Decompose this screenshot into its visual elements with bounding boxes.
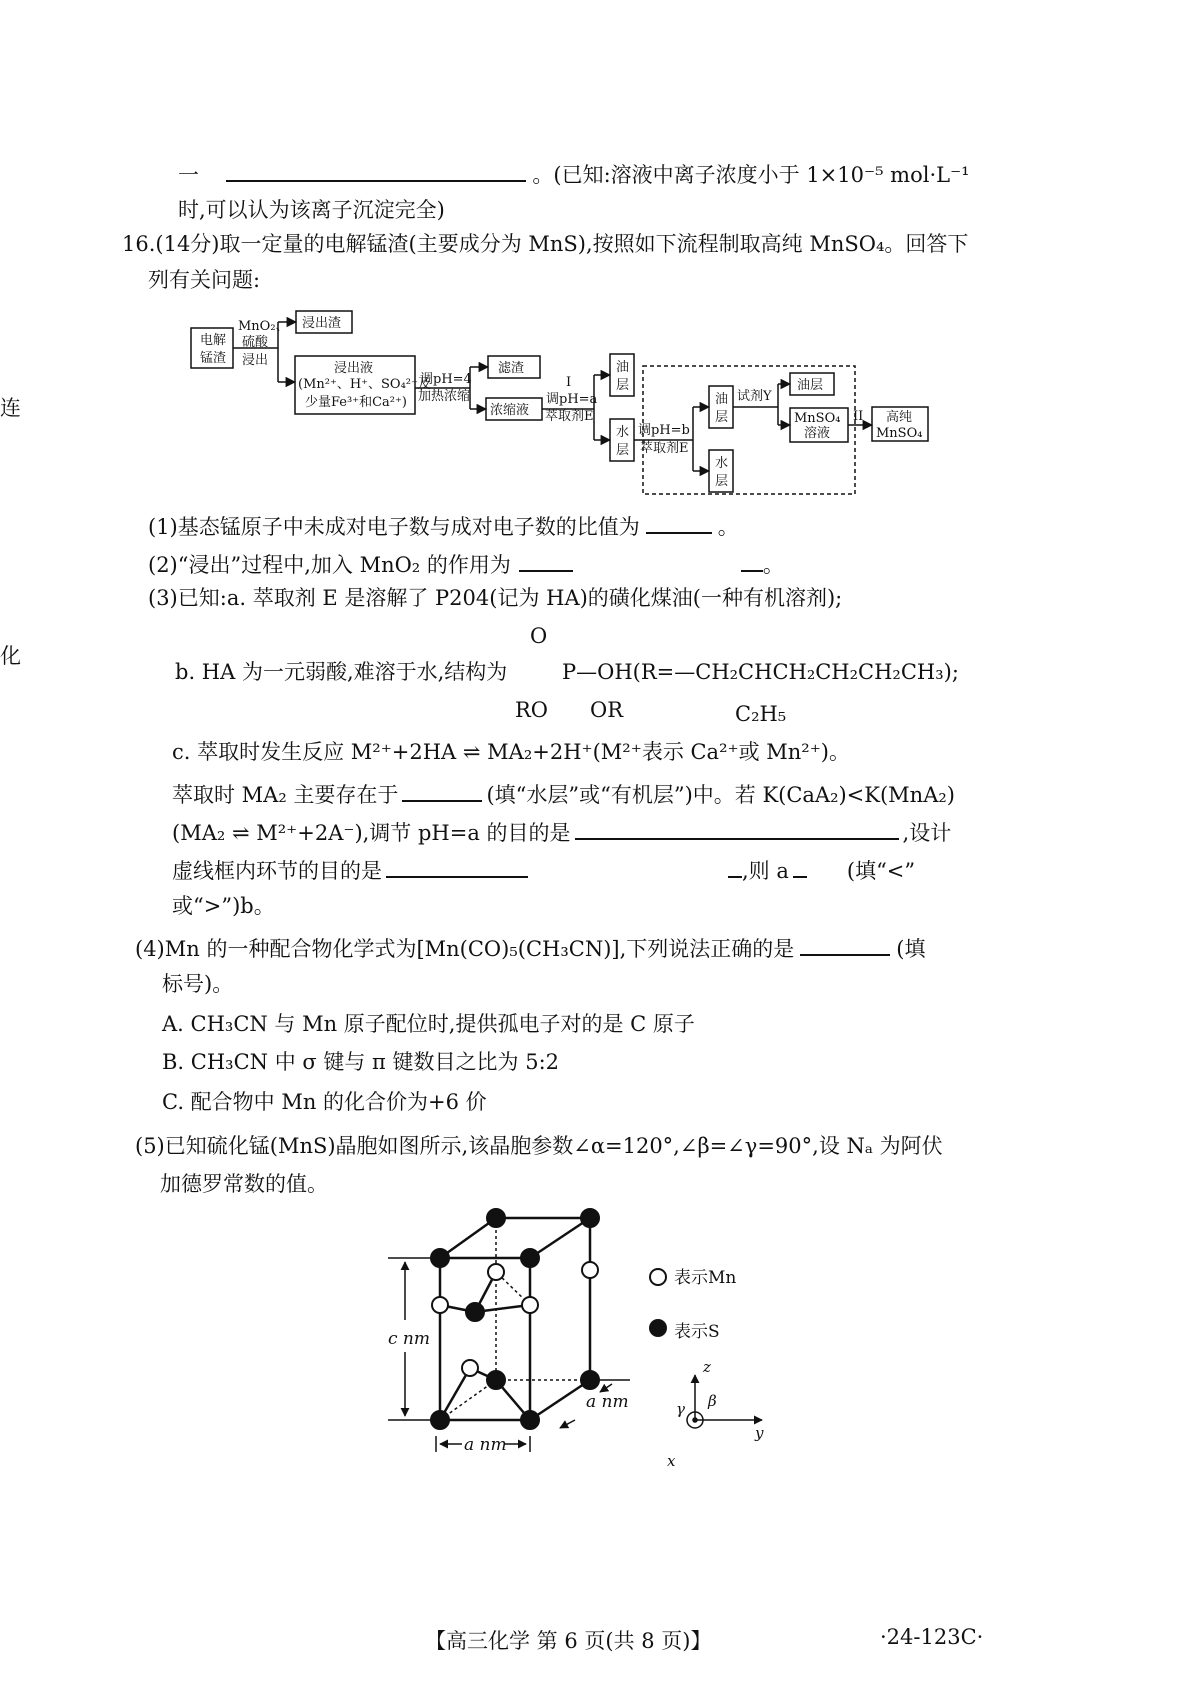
sub-question-3-line-1: (3)已知:a. 萃取剂 E 是溶解了 P204(记为 HA)的磺化煤油(一种有机溶剂); <box>148 586 843 610</box>
step-label: 调pH=4 <box>420 372 472 387</box>
sub-question-2: (2)“浸出”过程中,加入 MnO₂ 的作用为 。 <box>148 548 784 579</box>
sub-question-5: (5)已知硫化锰(MnS)晶胞如图所示,该晶胞参数∠α=120°,∠β=∠γ=90°,设 Nₐ 为阿伏 <box>135 1134 943 1158</box>
reagent-label: 硫酸 <box>242 335 269 350</box>
oil-layer-label: 层 <box>616 378 630 393</box>
sub-question-5-line-2: 加德罗常数的值。 <box>160 1172 328 1196</box>
step-label: 调pH=a <box>546 392 598 407</box>
continuation-line-2: 时,可以认为该离子沉淀完全) <box>178 198 445 222</box>
leachate-label: 少量Fe³⁺和Ca²⁺) <box>305 395 407 410</box>
a-dimension-label: a nm <box>586 1392 629 1412</box>
page-footer: 【高三化学 第 6 页(共 8 页)】 <box>425 1629 712 1653</box>
product-label: 高纯 <box>886 410 913 425</box>
oil-layer-label: 油 <box>616 360 630 375</box>
option-b: B. CH₃CN 中 σ 键与 π 键数目之比为 5:2 <box>162 1050 560 1074</box>
gamma-label: γ <box>676 1400 685 1418</box>
dash: 一 <box>178 163 199 187</box>
structure-c2h5: C₂H₅ <box>735 702 787 726</box>
edge-fragment: 连 <box>0 396 21 420</box>
sub-question-3-line-3: c. 萃取时发生反应 M²⁺+2HA ⇌ MA₂+2H⁺(M²⁺表示 Ca²⁺或 Mn²⁺)。 <box>172 740 850 764</box>
water-layer-label: 水 <box>715 456 729 471</box>
water-layer-label: 层 <box>715 474 729 489</box>
step-label: 萃取剂E <box>640 441 689 456</box>
residue-label: 浸出渣 <box>302 316 342 331</box>
legend-mn: 表示Mn <box>674 1268 737 1288</box>
filter-residue-label: 滤渣 <box>498 361 525 376</box>
leachate-label: 浸出液 <box>334 361 374 376</box>
axis-x-label: x <box>667 1452 676 1470</box>
sub-question-3-line-4: 萃取时 MA₂ 主要存在于 (填“水层”或“有机层”)中。若 K(CaA₂)<K(MnA₂) <box>172 778 955 809</box>
question-16-intro: 16.(14分)取一定量的电解锰渣(主要成分为 MnS),按照如下流程制取高纯 MnSO₄。回答下 <box>122 232 969 256</box>
leachate-label: (Mn²⁺、H⁺、SO₄²⁻及 <box>298 377 431 392</box>
sub-question-3-line-7: 或“>”)b。 <box>172 894 275 918</box>
reagent-y-label: 试剂Y <box>737 389 772 404</box>
structure-ro: RO <box>515 698 549 722</box>
option-a: A. CH₃CN 与 Mn 原子配位时,提供孤电子对的是 C 原子 <box>162 1012 695 1036</box>
sub-question-3-line-6: 虚线框内环节的目的是 ,则 a (填“<” <box>172 854 915 885</box>
legend-s: 表示S <box>674 1322 720 1342</box>
start-label: 锰渣 <box>200 351 227 366</box>
known-condition: 。(已知:溶液中离子浓度小于 1×10⁻⁵ mol·L⁻¹ <box>532 163 970 187</box>
step-label: 萃取剂E <box>545 409 594 424</box>
structure-o: O <box>530 624 548 648</box>
sub-question-1: (1)基态锰原子中未成对电子数与成对电子数的比值为 。 <box>148 510 739 541</box>
sub-question-4: (4)Mn 的一种配合物化学式为[Mn(CO)₅(CH₃CN)],下列说法正确的是 (填 <box>135 932 925 963</box>
oil-layer-label: 油 <box>715 392 729 407</box>
axis-z-label: z <box>703 1358 711 1376</box>
water-layer-label: 水 <box>616 425 630 440</box>
sub-question-3-line-2b: P—OH(R=—CH₂CHCH₂CH₂CH₂CH₃); <box>562 660 959 684</box>
option-c: C. 配合物中 Mn 的化合价为+6 价 <box>162 1090 487 1114</box>
reagent-label: MnO₂、 <box>238 319 289 334</box>
mnso4-solution-label: MnSO₄ <box>794 411 841 426</box>
sub-question-4-line-2: 标号)。 <box>162 972 234 996</box>
oil-layer-label: 层 <box>715 410 729 425</box>
s-legend-icon <box>649 1319 667 1337</box>
concentrate-label: 浓缩液 <box>490 403 530 418</box>
step-roman: II <box>853 409 864 424</box>
a-dimension-label: a nm <box>464 1435 507 1455</box>
structure-or: OR <box>590 698 624 722</box>
edge-fragment: 化 <box>0 644 21 668</box>
product-label: MnSO₄ <box>876 426 923 441</box>
oil-layer-label: 油层 <box>797 378 824 393</box>
sub-question-3-line-2a: b. HA 为一元弱酸,难溶于水,结构为 <box>175 660 508 684</box>
mnso4-solution-label: 溶液 <box>804 426 831 441</box>
sub-question-3-line-5: (MA₂ ⇌ M²⁺+2A⁻),调节 pH=a 的目的是 ,设计 <box>172 816 951 847</box>
beta-label: β <box>708 1392 717 1410</box>
paper-code: ·24-123C· <box>880 1625 984 1649</box>
coordinate-axes <box>687 1375 762 1428</box>
step-label: 调pH=b <box>638 423 690 438</box>
mn-legend-icon <box>650 1269 666 1285</box>
axis-y-label: y <box>755 1424 764 1442</box>
question-16-intro-2: 列有关问题: <box>148 268 261 292</box>
reagent-label: 浸出 <box>242 353 269 368</box>
water-layer-label: 层 <box>616 443 630 458</box>
start-label: 电解 <box>200 333 227 348</box>
c-dimension-label: c nm <box>388 1329 430 1349</box>
step-roman: I <box>566 375 572 390</box>
step-label: 加热浓缩 <box>418 389 471 404</box>
